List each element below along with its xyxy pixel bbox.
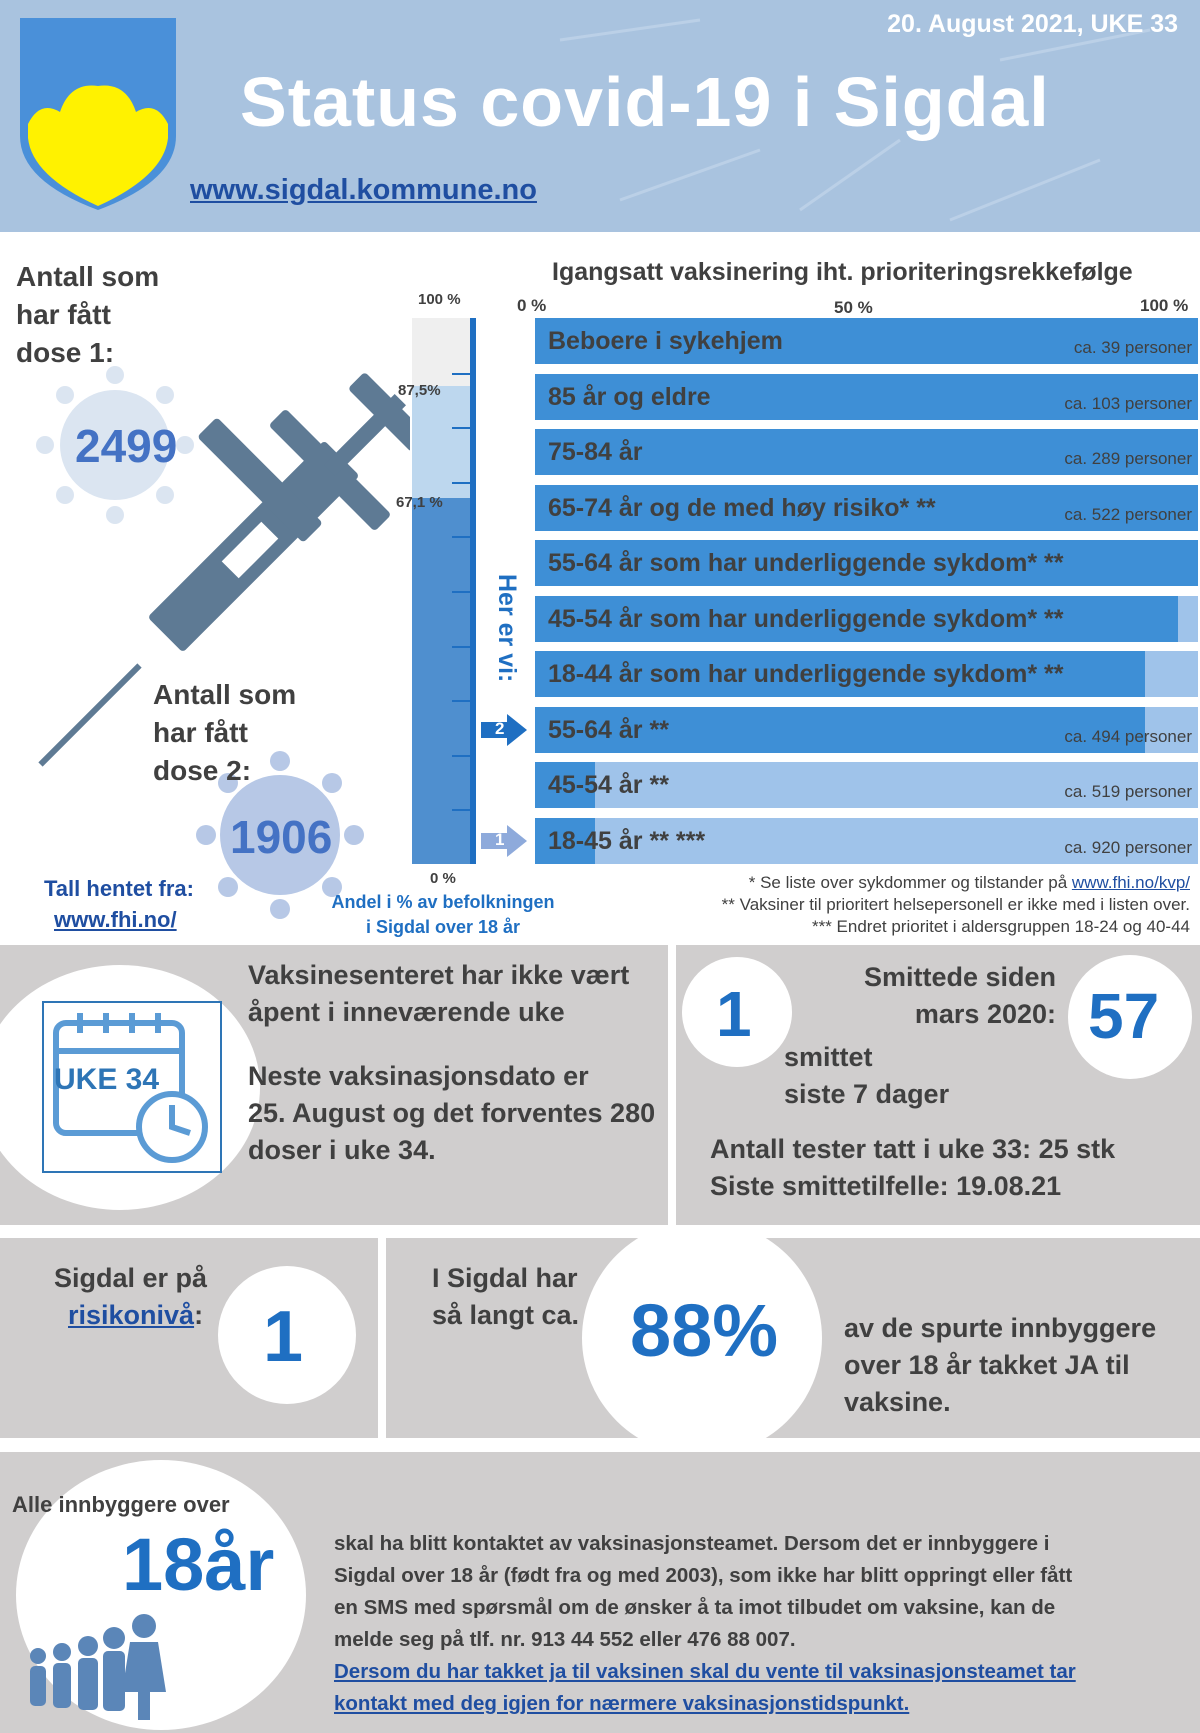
fhi-source-link[interactable]: www.fhi.no/	[54, 907, 177, 932]
here-we-are-label: Her er vi:	[493, 574, 521, 683]
bar-category-label: 85 år og eldre	[548, 382, 711, 411]
vbar-tick	[452, 482, 470, 484]
contact-body: skal ha blitt kontaktet av vaksinasjonsteamet. Dersom det er innbyggere i Sigdal over 18 år (født fra og med 2003), som ikke har blitt oppringt eller fått en SMS med spørsmål om de ønsker å ta imot tilbudet om vaksine, kan de melde seg på tlf. nr. 913 44 552 eller 476 88 007.	[334, 1532, 1073, 1651]
vbar-tick	[452, 755, 470, 757]
infection-panel	[676, 945, 1200, 1225]
vaccination-center-text: Vaksinesenteret har ikke vært åpent i inneværende uke Neste vaksinasjonsdato er 25. August og det forventes 280 doser i uke 34.	[248, 960, 656, 1165]
footnotes	[490, 872, 1190, 938]
risk-level-value: 1	[263, 1297, 304, 1377]
calendar-week-label: UKE 34	[54, 1063, 160, 1096]
vbar-tick	[452, 700, 470, 702]
vbar-caption: Andel i % av befolkningen i Sigdal over 18 år	[331, 892, 555, 937]
fhi-kvp-link[interactable]: www.fhi.no/kvp/	[1071, 873, 1190, 892]
dose2-count: 1906	[230, 811, 333, 863]
header-banner	[0, 0, 1200, 232]
bar-person-count: ca. 39 personer	[1073, 338, 1192, 357]
last-case-date: Siste smittetilfelle: 19.08.21	[710, 1171, 1062, 1201]
contact-heading: Alle innbyggere over	[12, 1492, 230, 1517]
vbar-tick	[452, 427, 470, 429]
contact-age: 18år	[122, 1523, 275, 1606]
axis-tick-50: 50 %	[834, 298, 873, 317]
dose1-label: Antall som har fått dose 1:	[16, 261, 160, 368]
vaccination-center-panel	[0, 945, 668, 1225]
vbar-bottom-label: 0 %	[430, 870, 456, 887]
priority-bar-row	[535, 429, 1198, 475]
priority-bar-row	[535, 707, 1198, 753]
priority-bar-row	[535, 485, 1198, 531]
infected-since-count: 57	[1088, 980, 1160, 1052]
priority-bar-row	[535, 818, 1198, 864]
progress-marker-label: 2	[495, 718, 505, 738]
axis-tick-100: 100 %	[1140, 296, 1189, 315]
infected-since-label: Smittede siden mars 2020:	[863, 962, 1056, 1029]
risk-level-link[interactable]: risikonivå	[68, 1300, 195, 1330]
footnote-3: *** Endret prioritet i aldersgruppen 18-24 og 40-44	[811, 917, 1190, 936]
bar-category-label: 65-74 år og de med høy risiko* **	[548, 493, 936, 522]
priority-bar-row	[535, 540, 1198, 586]
coat-of-arms-logo	[18, 16, 178, 212]
contact-wait-link-line2[interactable]: kontakt med deg igjen for nærmere vaksinasjonstidspunkt.	[334, 1692, 910, 1715]
priority-bar-row	[535, 318, 1198, 364]
acceptance-text: av de spurte innbyggere over 18 år takket JA til vaksine.	[844, 1313, 1157, 1417]
contact-wait-link-line1[interactable]: Dersom du har takket ja til vaksinen skal du vente til vaksinasjonsteamet tar	[334, 1660, 1076, 1683]
bar-person-count: ca. 494 personer	[1064, 726, 1192, 746]
risk-level-panel	[0, 1238, 378, 1438]
chart-title: Igangsatt vaksinering iht. prioriteringsrekkefølge	[552, 258, 1133, 286]
risk-level-label: Sigdal er på risikonivå:	[54, 1263, 208, 1330]
acceptance-panel	[386, 1238, 1200, 1438]
report-date: 20. August 2021, UKE 33	[887, 10, 1178, 38]
population-coverage-bar	[412, 318, 476, 864]
bar-category-label: 18-44 år som har underliggende sykdom* **	[548, 660, 1064, 688]
family-icon	[20, 1612, 170, 1722]
footnote-2: ** Vaksiner til prioritert helsepersonell er ikke med i listen over.	[721, 895, 1190, 914]
progress-marker-arrow	[481, 825, 527, 862]
bar-person-count: ca. 522 personer	[1064, 504, 1192, 524]
dose2-label: Antall som har fått dose 2:	[153, 679, 297, 786]
contact-panel	[0, 1452, 1200, 1733]
bar-person-count: ca. 920 personer	[1064, 837, 1192, 857]
progress-marker-label: 1	[495, 829, 505, 849]
acceptance-label: I Sigdal har så langt ca.	[432, 1263, 580, 1330]
bar-person-count: ca. 103 personer	[1064, 393, 1192, 413]
infected-last-7-days-label: smittet siste 7 dager	[784, 1042, 950, 1109]
vbar-tick	[452, 536, 470, 538]
vbar-tick	[452, 646, 470, 648]
bar-category-label: 45-54 år **	[548, 771, 669, 799]
axis-tick-0: 0 %	[517, 296, 547, 315]
bar-category-label: 18-45 år ** ***	[548, 826, 706, 855]
vbar-tick	[452, 591, 470, 593]
vbar-top-label: 100 %	[418, 291, 461, 308]
priority-bar-row	[535, 762, 1198, 808]
priority-bar-row	[535, 374, 1198, 420]
dose1-percent-mark: 87,5%	[398, 382, 441, 400]
priority-bar-row	[535, 651, 1198, 697]
bar-person-count: ca. 519 personer	[1064, 782, 1192, 801]
calendar-icon	[42, 1001, 222, 1173]
bar-category-label: 55-64 år **	[548, 715, 669, 744]
vbar-tick	[452, 373, 470, 375]
dose1-count: 2499	[75, 420, 178, 472]
bar-category-label: 45-54 år som har underliggende sykdom* **	[548, 604, 1064, 633]
dose2-percent-mark: 67,1 %	[396, 493, 443, 511]
priority-bar-row	[535, 596, 1198, 642]
bar-category-label: Beboere i sykehjem	[548, 327, 783, 355]
footnote-1: * Se liste over sykdommer og tilstander på www.fhi.no/kvp/	[748, 873, 1190, 892]
vbar-tick	[452, 809, 470, 811]
tests-taken: Antall tester tatt i uke 33: 25 stk	[710, 1134, 1116, 1164]
infected-last-7-days-count: 1	[716, 978, 752, 1050]
bar-category-label: 75-84 år	[548, 438, 643, 466]
contact-wait-notice	[334, 1656, 1076, 1720]
page-title: Status covid-19 i Sigdal	[240, 63, 1050, 141]
source-label: Tall hentet fra:	[44, 876, 194, 901]
bar-person-count: ca. 289 personer	[1064, 449, 1192, 468]
bar-category-label: 55-64 år som har underliggende sykdom* **	[548, 549, 1064, 577]
acceptance-percent: 88%	[630, 1289, 779, 1372]
progress-marker-arrow	[481, 714, 527, 751]
municipality-website-link[interactable]: www.sigdal.kommune.no	[190, 174, 537, 206]
